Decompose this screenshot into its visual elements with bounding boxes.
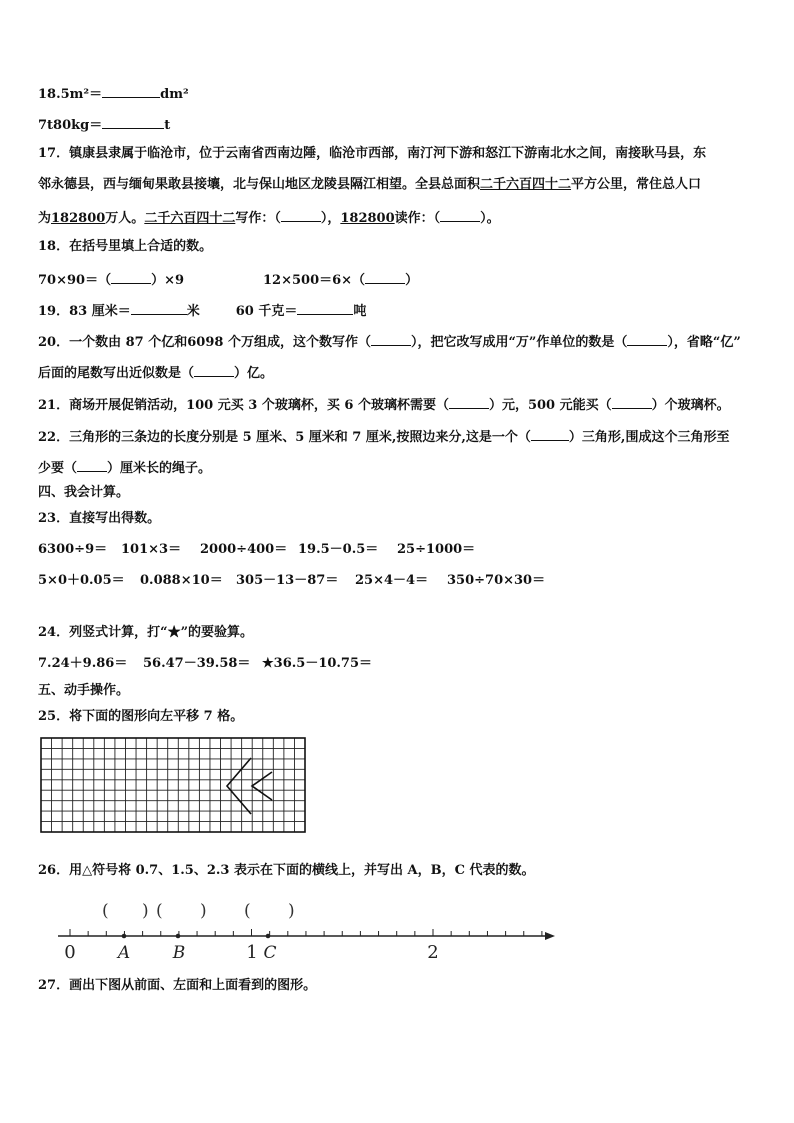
label-two: 2 xyxy=(427,942,439,962)
q22-text: 22．三角形的三条边的长度分别是 5 厘米、5 厘米和 7 厘米,按照边来分,这是一个（ xyxy=(38,430,531,445)
number-line xyxy=(50,896,562,966)
q20-text: ），省略“亿” xyxy=(667,335,741,350)
conversion-unit: t xyxy=(164,118,171,133)
q22-text: ）厘米长的绳子。 xyxy=(107,461,212,476)
q22-text: 少要（ xyxy=(38,461,78,476)
q22-line2 xyxy=(38,457,211,478)
q17-line3 xyxy=(38,207,500,228)
arrow-outer-chevron xyxy=(227,758,251,814)
paren-c-close: ) xyxy=(288,901,295,921)
q21-text: ）元，500 元能买（ xyxy=(488,398,612,413)
q22-line1 xyxy=(38,426,729,447)
q17-underlined-number: 二千六百四十二 xyxy=(480,177,572,192)
q21 xyxy=(38,394,730,415)
q23-r2-5: 350÷70×30＝ xyxy=(447,573,546,588)
answer-blank[interactable] xyxy=(111,269,151,284)
answer-blank[interactable] xyxy=(365,269,405,284)
paren-a-open: ( xyxy=(102,901,109,921)
answer-blank[interactable] xyxy=(440,207,480,222)
q17-text: 邻永德县，西与缅甸果敢县接壤，北与保山地区龙陵县隔江相望。全县总面积 xyxy=(38,177,481,192)
label-point-c: C xyxy=(263,943,277,962)
label-point-b: B xyxy=(172,943,186,962)
answer-blank[interactable] xyxy=(131,300,187,315)
q21-text: ）个玻璃杯。 xyxy=(651,398,730,413)
arrow-inner-chevron xyxy=(252,772,272,800)
q24-item-3: ★36.5－10.75＝ xyxy=(262,656,373,671)
paren-c-open: ( xyxy=(244,901,251,921)
q22-text: ）三角形,围成这个三角形至 xyxy=(568,430,730,445)
q19-text: 吨 xyxy=(353,304,367,319)
arrow-shape xyxy=(227,758,272,814)
point-a-dot xyxy=(122,934,127,939)
answer-blank[interactable] xyxy=(194,362,234,377)
q18-text: ）×9 xyxy=(151,273,185,288)
answer-blank[interactable] xyxy=(102,114,164,129)
answer-blank[interactable] xyxy=(627,331,667,346)
q18-item-b xyxy=(263,269,418,290)
q18-text: 12×500＝6×（ xyxy=(263,273,366,288)
answer-blank[interactable] xyxy=(77,457,107,472)
q17-text: 写作：（ xyxy=(235,211,281,226)
answer-blank[interactable] xyxy=(297,300,353,315)
label-one: 1 xyxy=(246,942,258,962)
q27-title: 27．画出下图从前面、左面和上面看到的图形。 xyxy=(38,978,317,993)
q17-line2 xyxy=(38,176,701,194)
translation-grid xyxy=(40,737,308,838)
q19 xyxy=(38,300,366,321)
q23-r1-2: 101×3＝ xyxy=(121,542,182,557)
q17-underlined-number: 182800 xyxy=(51,211,106,226)
conversion-left: 7t80kg＝ xyxy=(38,118,103,133)
q23-title: 23．直接写出得数。 xyxy=(38,511,161,526)
q21-text: 21．商场开展促销活动，100 元买 3 个玻璃杯，买 6 个玻璃杯需要（ xyxy=(38,398,449,413)
q18-text: 70×90＝（ xyxy=(38,273,112,288)
q17-underlined-number: 二千六百四十二 xyxy=(144,211,236,226)
q19-text: 米 xyxy=(186,304,200,319)
q17-text: 万人。 xyxy=(105,211,145,226)
q20-line1 xyxy=(38,331,741,352)
q17-text: 平方公里，常住总人口 xyxy=(571,177,702,192)
conversion-left: 18.5m²＝ xyxy=(38,87,103,102)
q23-r2-3: 305－13－87＝ xyxy=(236,573,339,588)
q17-text: ）， xyxy=(320,211,341,226)
point-b-dot xyxy=(176,934,181,939)
paren-b-open: ( xyxy=(156,901,163,921)
answer-blank[interactable] xyxy=(102,83,160,98)
q23-r2-1: 5×0＋0.05＝ xyxy=(38,573,125,588)
q17-text: 读作：（ xyxy=(394,211,441,226)
conversion-unit: dm² xyxy=(160,87,189,102)
q20-text: 后面的尾数写出近似数是（ xyxy=(38,366,195,381)
grid-svg xyxy=(40,737,308,834)
q17-underlined-number: 182800 xyxy=(340,211,395,226)
conversion-area xyxy=(38,83,189,104)
answer-blank[interactable] xyxy=(531,426,569,441)
q23-r2-2: 0.088×10＝ xyxy=(140,573,223,588)
q18-item-a xyxy=(38,269,184,290)
number-line-arrowhead xyxy=(545,932,555,940)
q20-line2 xyxy=(38,362,273,383)
q23-r1-1: 6300÷9＝ xyxy=(38,542,108,557)
section-5-heading: 五、动手操作。 xyxy=(38,683,130,698)
point-c-dot xyxy=(266,934,271,939)
answer-blank[interactable] xyxy=(612,394,652,409)
q23-r1-4: 19.5－0.5＝ xyxy=(298,542,379,557)
q24-item-2: 56.47－39.58＝ xyxy=(143,656,251,671)
label-zero: 0 xyxy=(64,942,76,962)
q20-text: 20．一个数由 87 个亿和6098 个万组成，这个数写作（ xyxy=(38,335,371,350)
q17-text: 为 xyxy=(38,211,52,226)
q19-text: 60 千克＝ xyxy=(235,304,298,319)
q17-line1: 17．镇康县隶属于临沧市，位于云南省西南边陲，临沧市西部，南汀河下游和怒江下游南北水之间，南接耿马县，东 xyxy=(38,146,707,161)
section-4-heading: 四、我会计算。 xyxy=(38,485,130,500)
answer-blank[interactable] xyxy=(281,207,321,222)
number-line-svg xyxy=(50,896,562,962)
paren-a-close: ) xyxy=(142,901,149,921)
q24-title: 24．列竖式计算，打“★”的要验算。 xyxy=(38,625,254,640)
q19-text: 19．83 厘米＝ xyxy=(38,304,131,319)
q24-item-1: 7.24＋9.86＝ xyxy=(38,656,128,671)
answer-blank[interactable] xyxy=(449,394,489,409)
q23-r1-3: 2000÷400＝ xyxy=(200,542,288,557)
paren-b-close: ) xyxy=(200,901,207,921)
q25-title: 25．将下面的图形向左平移 7 格。 xyxy=(38,709,244,724)
q23-r1-5: 25÷1000＝ xyxy=(397,542,476,557)
conversion-weight xyxy=(38,114,170,135)
answer-blank[interactable] xyxy=(371,331,411,346)
grid-border xyxy=(41,738,305,832)
q26-title: 26．用△符号将 0.7、1.5、2.3 表示在下面的横线上，并写出 A，B，C 代表的数。 xyxy=(38,863,535,878)
label-point-a: A xyxy=(117,943,131,962)
q23-r2-4: 25×4－4＝ xyxy=(355,573,429,588)
q20-text: ）亿。 xyxy=(234,366,274,381)
q18-title: 18．在括号里填上合适的数。 xyxy=(38,239,213,254)
q17-text: ）。 xyxy=(480,211,500,226)
q20-text: ），把它改写成用“万”作单位的数是（ xyxy=(410,335,628,350)
q18-text: ） xyxy=(405,273,419,288)
